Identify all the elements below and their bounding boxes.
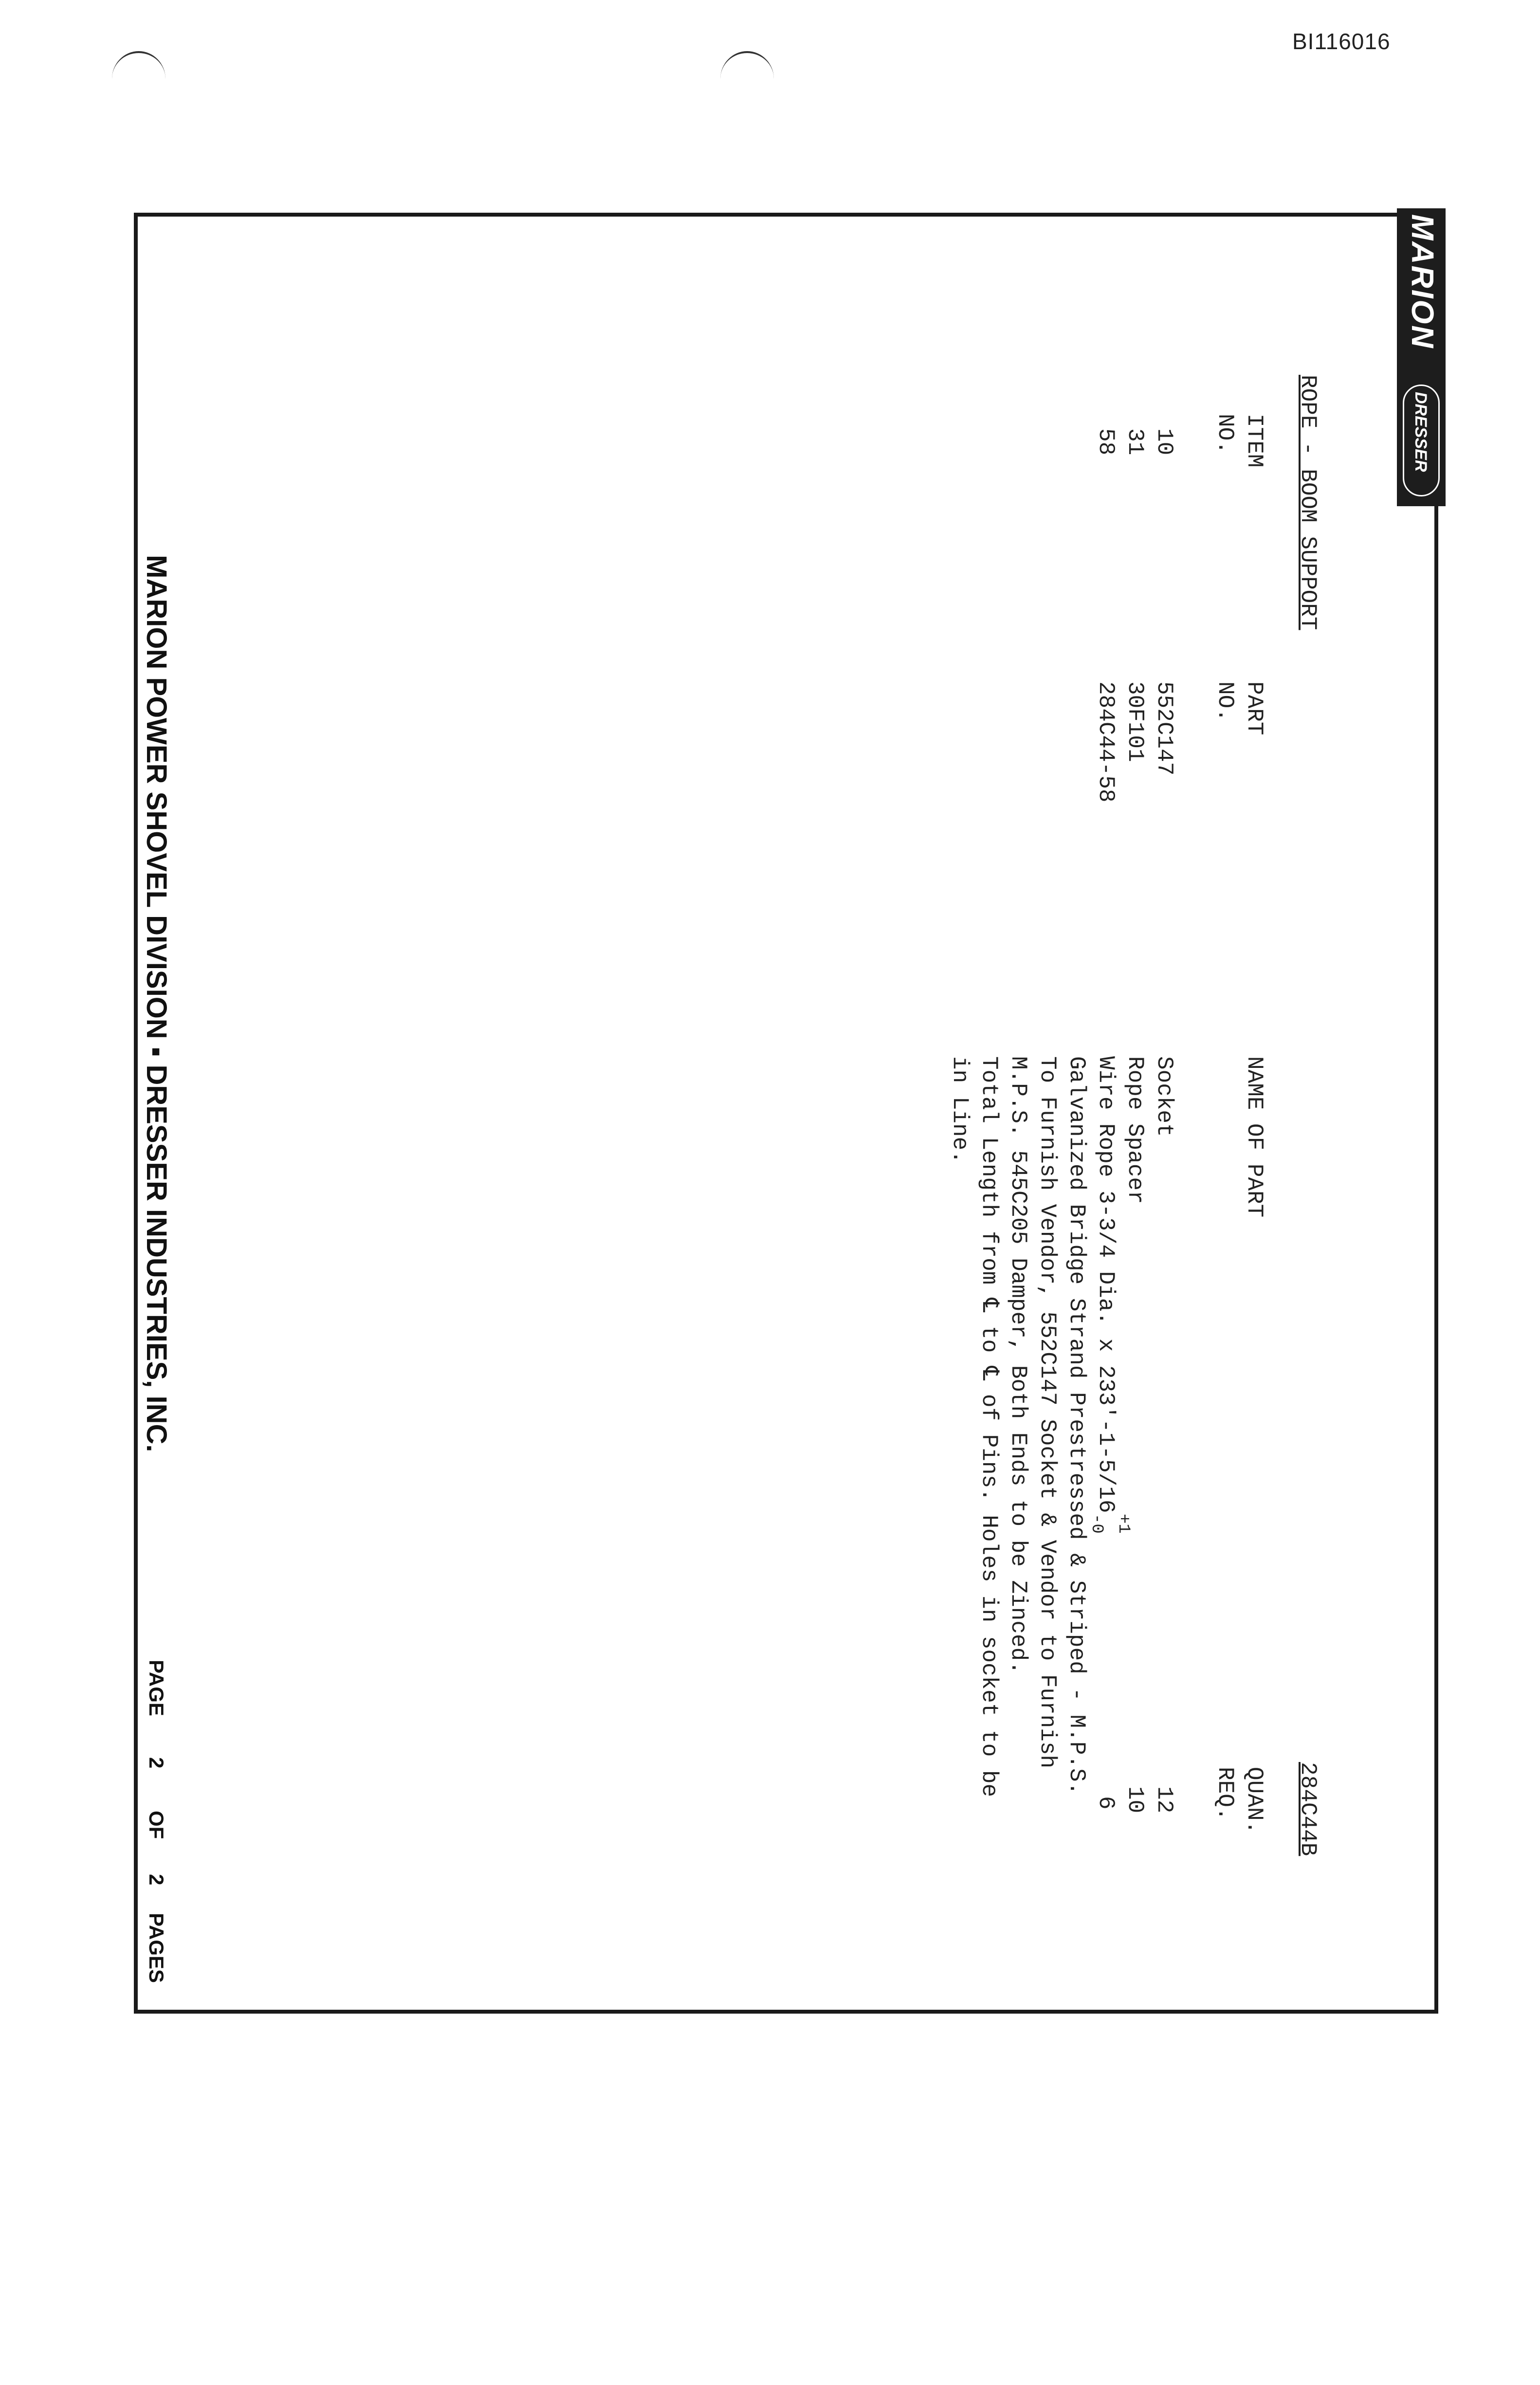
col-part-label: PART (1242, 681, 1267, 735)
note-line: Galvanized Bridge Strand Prestressed & Striped - M.P.S. (1064, 1056, 1089, 1796)
note-line: M.P.S. 545C205 Damper, Both Ends to be Zinced. (1006, 1056, 1031, 1674)
row-item: 31 (1122, 428, 1148, 456)
note-line: To Furnish Vendor, 552C147 Socket & Vendor to Furnish (1035, 1056, 1060, 1769)
page-label: PAGE (145, 1660, 168, 1716)
col-item-label: ITEM (1242, 414, 1267, 468)
col-quan-label-2: REQ. (1212, 1767, 1238, 1821)
row-name: Socket (1152, 1056, 1177, 1137)
row-name: Rope Spacer (1122, 1056, 1148, 1204)
row-part: 552C147 (1152, 681, 1177, 776)
page-number: 2 (145, 1757, 168, 1769)
row-item: 10 (1152, 428, 1177, 456)
row-name: Wire Rope 3-3/4 Dia. x 233'-1-5/16 (1093, 1056, 1118, 1513)
company-footer: MARION POWER SHOVEL DIVISION ▪ DRESSER INDUSTRIES, INC. (141, 555, 172, 1452)
note-line: Total Length from ℄ to ℄ of Pins. Holes in socket to be (976, 1056, 1002, 1798)
col-quan-label: QUAN. (1242, 1767, 1267, 1835)
row-part: 284C44-58 (1093, 681, 1118, 803)
logo-sub: DRESSER (1412, 392, 1430, 472)
tolerance-plus: +1 (1114, 1514, 1133, 1534)
col-name-label: NAME OF PART (1242, 1056, 1267, 1218)
page-total: 2 (145, 1874, 168, 1886)
of-label: OF (145, 1811, 168, 1839)
row-item: 58 (1093, 428, 1118, 456)
pages-label: PAGES (145, 1913, 168, 1983)
part-list-title: ROPE - BOOM SUPPORT (1295, 375, 1320, 630)
row-part: 30F101 (1122, 681, 1148, 762)
punch-hole-right (720, 51, 774, 107)
note-line: in Line. (947, 1056, 972, 1164)
row-quan: 12 (1152, 1786, 1177, 1814)
col-part-label-2: NO. (1212, 681, 1238, 722)
logo-brand: MARION (1405, 214, 1440, 349)
tolerance-minus: -0 (1087, 1514, 1106, 1534)
col-item-label-2: NO. (1212, 414, 1238, 454)
row-quan: 10 (1122, 1786, 1148, 1814)
drawing-number: 284C44B (1295, 1762, 1320, 1856)
document-id: BI116016 (1292, 29, 1391, 54)
row-quan: 6 (1093, 1796, 1118, 1810)
punch-hole-left (112, 51, 165, 107)
